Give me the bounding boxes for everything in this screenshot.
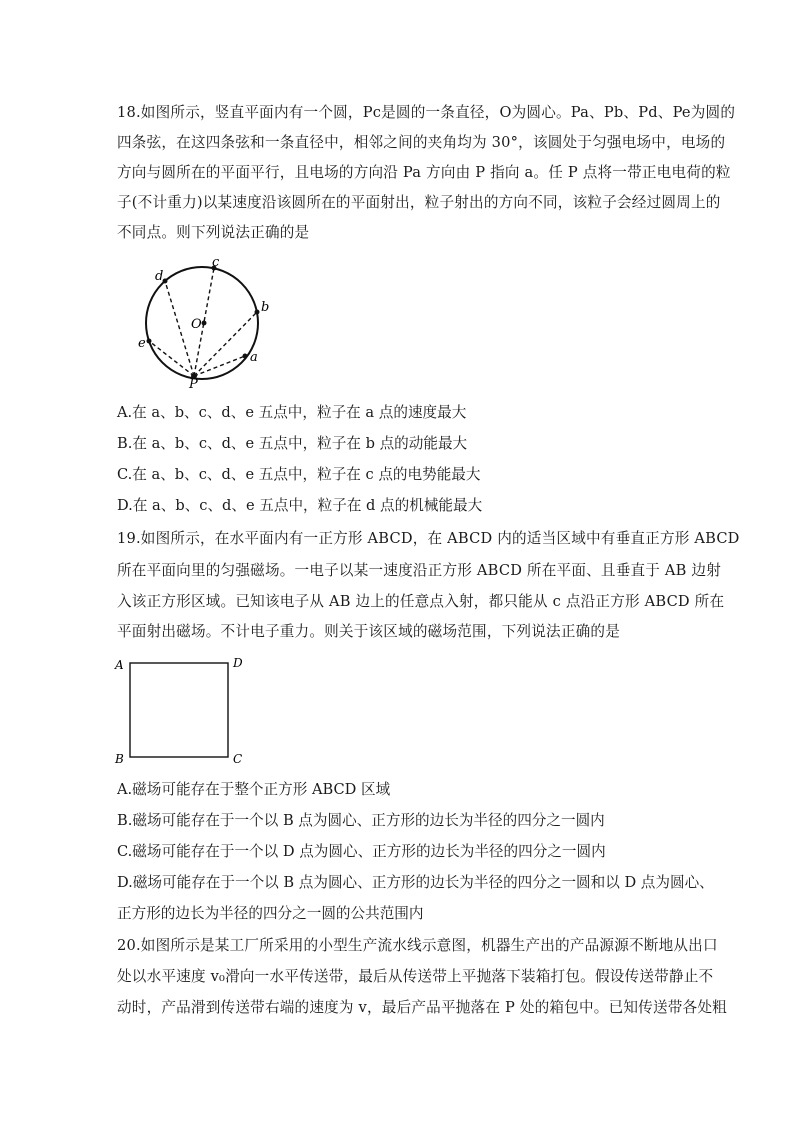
point-a [243,354,248,359]
point-b [255,310,260,315]
q18-option-d: D.在 a、b、c、d、e 五点中，粒子在 d 点的机械能最大 [117,497,483,514]
label-b: b [261,300,270,315]
q19-stem-line-4: 平面射出磁场。不计电子重力。则关于该区域的磁场范围，下列说法正确的是 [117,623,620,640]
q18-option-c: C.在 a、b、c、d、e 五点中，粒子在 c 点的电势能最大 [117,466,481,483]
label-e: e [138,336,146,351]
q19-option-b: B.磁场可能存在于一个以 B 点为圆心、正方形的边长为半径的四分之一圆内 [117,812,605,829]
label-c: C [233,752,243,765]
q19-option-a: A.磁场可能存在于整个正方形 ABCD 区域 [117,781,391,798]
label-b: B [115,752,124,765]
q19-stem-line-3: 入该正方形区域。已知该电子从 AB 边上的任意点入射，都只能从 c 点沿正方形 ABCD 所在 [117,593,725,610]
q19-stem-line-1: 19.如图所示，在水平面内有一正方形 ABCD，在 ABCD 内的适当区域中有垂直正方形 ABCD [117,530,740,547]
q18-stem-line-2: 四条弦，在这四条弦和一条直径中，相邻之间的夹角均为 30°，该圆处于匀强电场中，电场的 [117,134,726,151]
q20-stem-line-2: 处以水平速度 v₀滑向一水平传送带，最后从传送带上平抛落下装箱打包。假设传送带静止不 [117,968,714,985]
square-abcd [130,663,228,757]
label-p: P [189,377,198,388]
q18-stem-line-5: 不同点。则下列说法正确的是 [117,224,310,241]
q19-option-c: C.磁场可能存在于一个以 D 点为圆心、正方形的边长为半径的四分之一圆内 [117,843,606,860]
q19-option-d-line-1: D.磁场可能存在于一个以 B 点为圆心、正方形的边长为半径的四分之一圆和以 D 点为圆心、 [117,874,714,891]
label-a: a [250,350,258,365]
point-o [202,321,207,326]
chord-pd [165,281,194,376]
q18-option-b: B.在 a、b、c、d、e 五点中，粒子在 b 点的动能最大 [117,435,468,452]
q18-circle-figure [136,258,276,388]
q20-stem-line-3: 动时，产品滑到传送带右端的速度为 v，最后产品平抛落在 P 处的箱包中。已知传送带各处粗 [117,999,727,1016]
q19-stem-line-2: 所在平面向里的匀强磁场。一电子以某一速度沿正方形 ABCD 所在平面、且垂直于 AB 边射 [117,562,722,579]
q18-stem-line-4: 子(不计重力)以某速度沿该圆所在的平面射出，粒子射出的方向不同，该粒子会经过圆周上的 [117,194,721,211]
q18-stem-line-1: 18.如图所示，竖直平面内有一个圆，Pc是圆的一条直径，O为圆心。Pa、Pb、Pd、Pe为圆的 [117,104,736,121]
point-e [147,339,152,344]
label-a: A [115,658,124,672]
q19-square-figure [112,655,252,765]
label-d: D [233,656,243,670]
q18-stem-line-3: 方向与圆所在的平面平行，且电场的方向沿 Pa 方向由 P 指向 a。任 P 点将一带正电电荷的粒 [117,164,731,181]
label-o: O [191,317,202,332]
q18-option-a: A.在 a、b、c、d、e 五点中，粒子在 a 点的速度最大 [117,404,467,421]
label-c: c [212,258,220,270]
q20-stem-line-1: 20.如图所示是某工厂所采用的小型生产流水线示意图，机器生产出的产品源源不断地从出口 [117,937,718,954]
q19-option-d-line-2: 正方形的边长为半径的四分之一圆的公共范围内 [117,905,424,922]
label-d: d [155,269,164,284]
